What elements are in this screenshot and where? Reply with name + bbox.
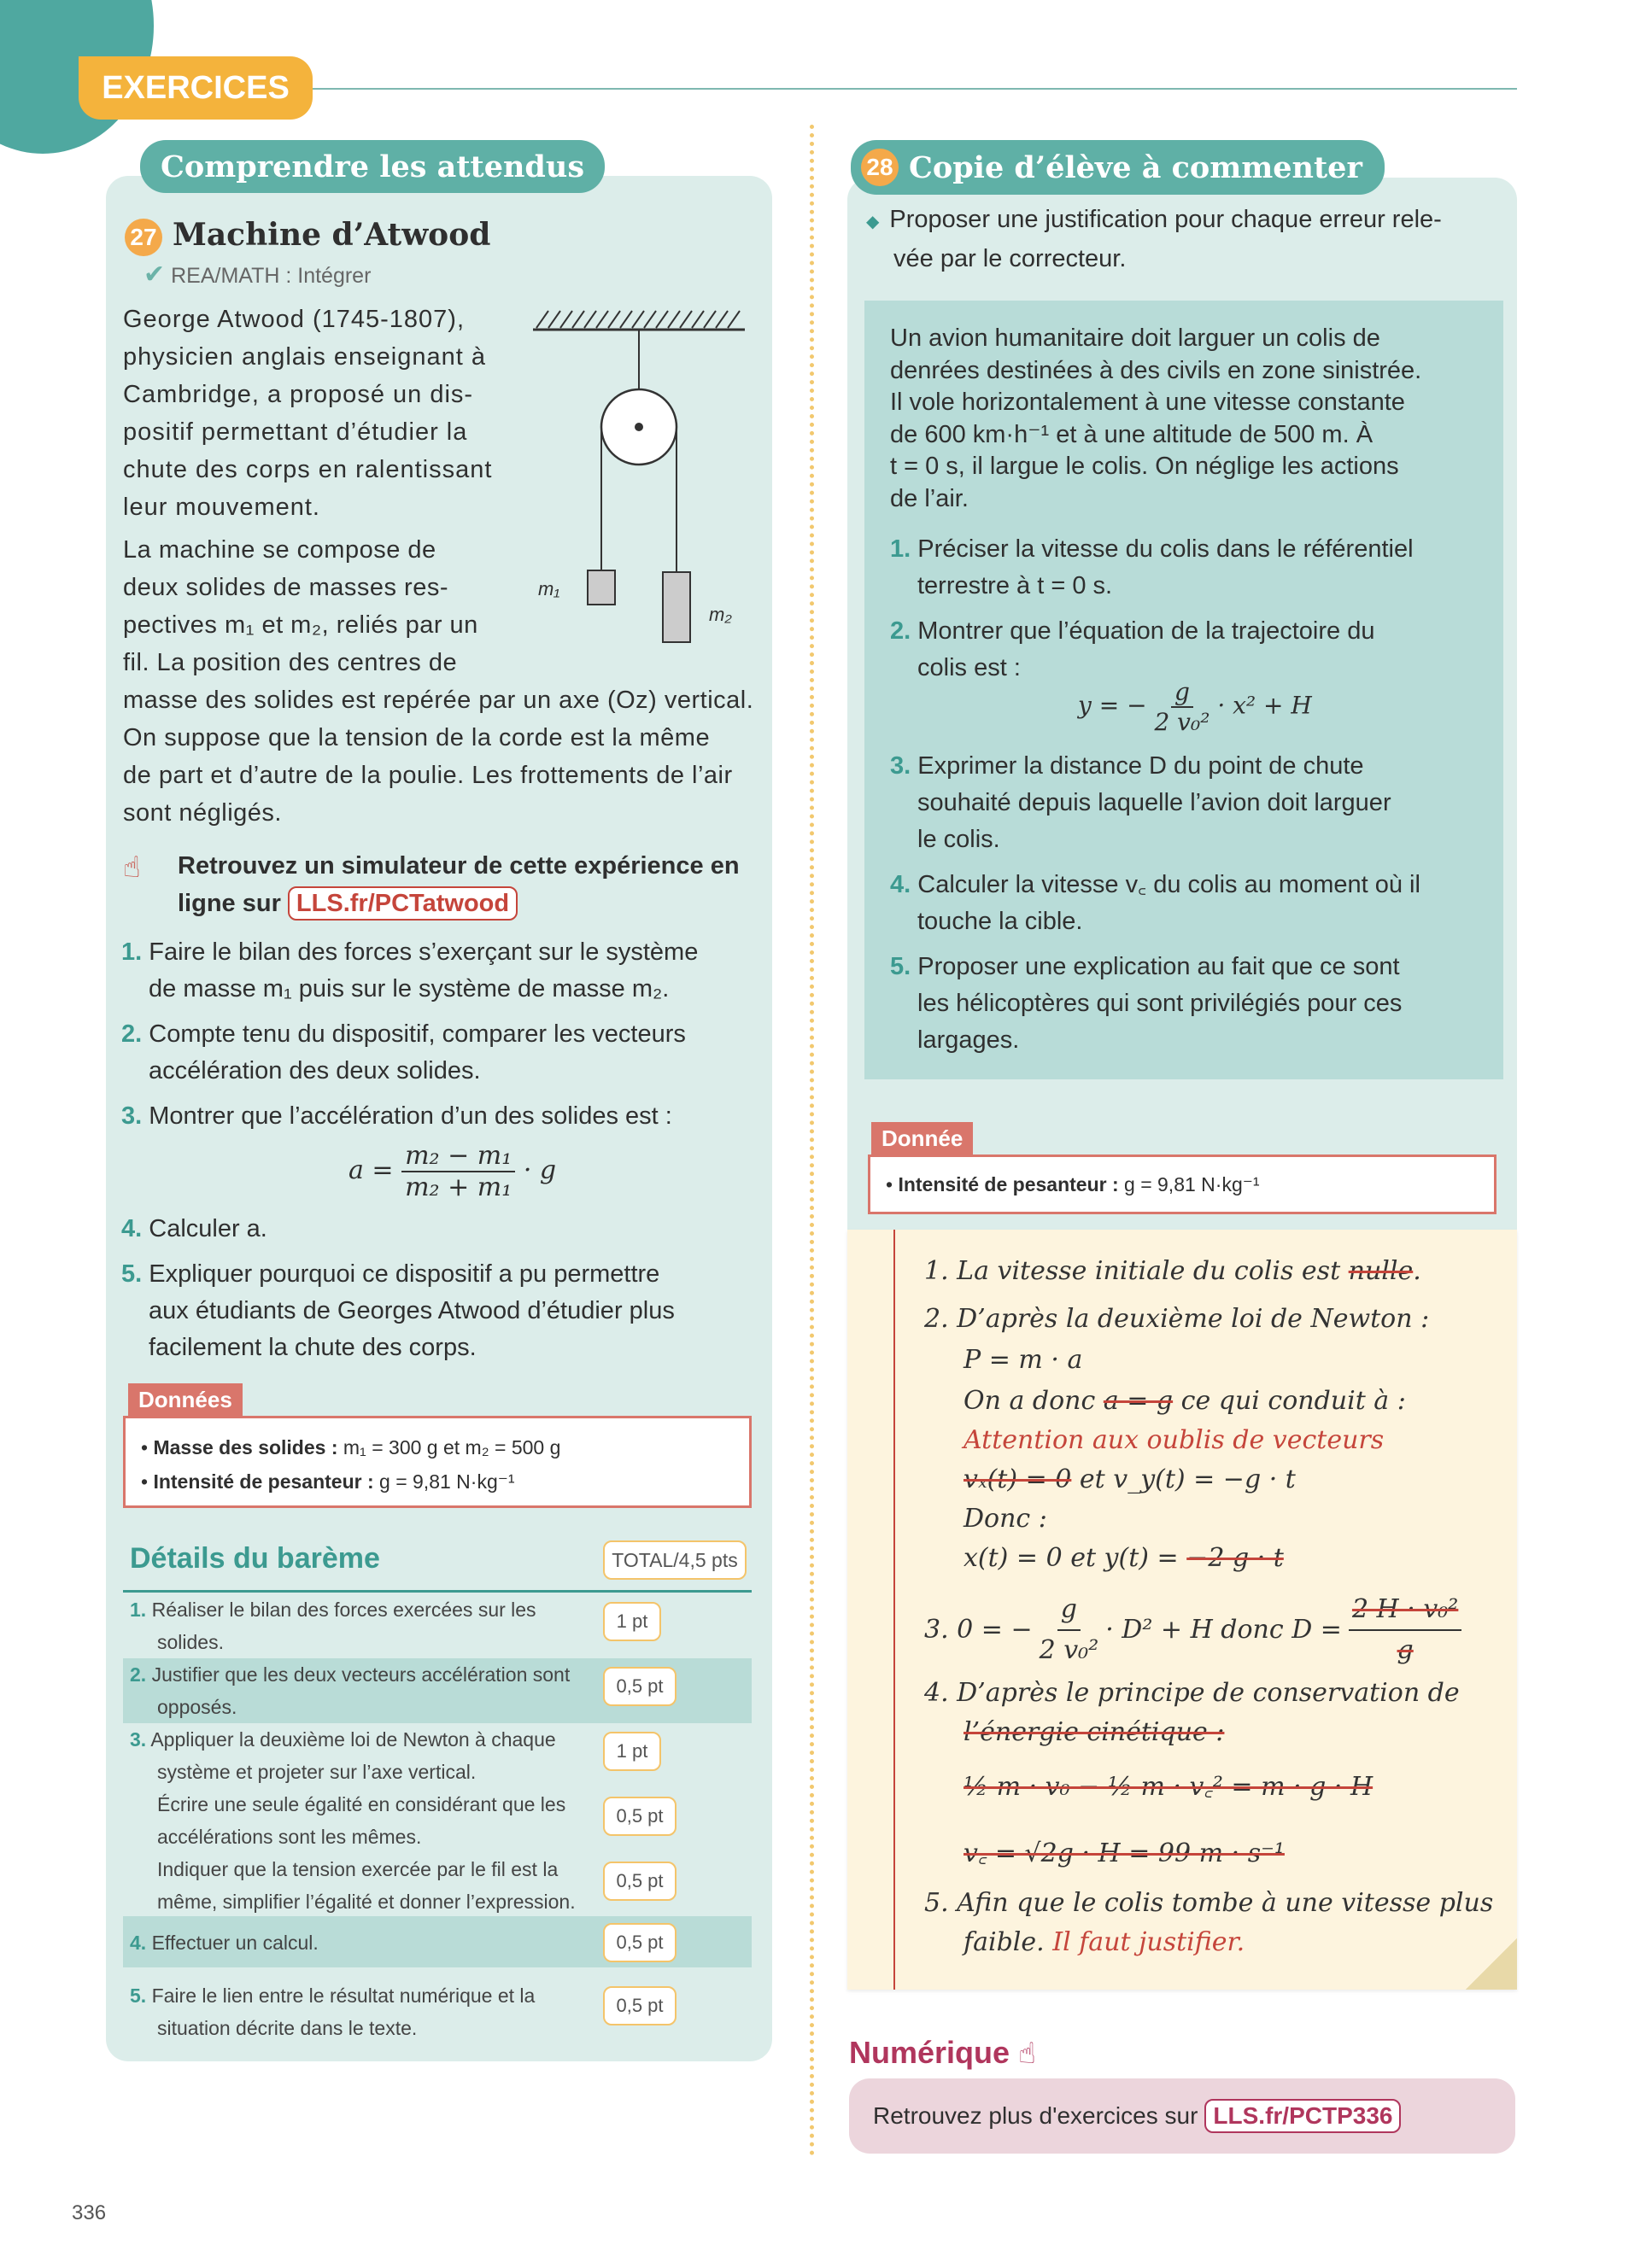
bareme-text: Justifier que les deux vecteurs accélération sont xyxy=(151,1663,571,1686)
bareme-row xyxy=(130,1593,608,1658)
simulator-callout xyxy=(123,847,772,922)
bareme-text: Écrire une seule égalité en considérant que les xyxy=(157,1793,566,1815)
case-questions-2 xyxy=(890,748,1488,1059)
bareme-points: 1 pt xyxy=(603,1602,661,1641)
bareme-text: Faire le lien entre le résultat numérique et la xyxy=(151,1984,536,2007)
question-4 xyxy=(121,1211,770,1248)
case-line: t = 0 s, il largue le colis. On néglige les actions xyxy=(890,453,1399,480)
copy-text: On a donc xyxy=(964,1386,1104,1416)
hand-click-icon: ☝ xyxy=(1018,2037,1036,2070)
question-number: 2. xyxy=(121,1020,143,1048)
question-number: 5. xyxy=(121,1260,143,1288)
copy-correction-1: Attention aux oublis de vecteurs xyxy=(964,1425,1385,1455)
exercise-number-badge: 27 xyxy=(125,219,162,256)
question-text: accélération des deux solides. xyxy=(149,1057,481,1084)
case-question-1 xyxy=(890,531,1488,568)
copy-text: faible. xyxy=(964,1927,1053,1957)
data-tag: Données xyxy=(128,1383,243,1417)
intro-line: On suppose que la tension de la corde est la même xyxy=(123,724,711,751)
question-text: Faire le bilan des forces s’exerçant sur le système xyxy=(149,938,699,966)
data-label: Intensité de pesanteur : xyxy=(153,1470,374,1493)
question-text: Expliquer pourquoi ce dispositif a pu permettre xyxy=(149,1260,660,1288)
copy-line-14: 5. Afin que le colis tombe à une vitesse plus xyxy=(924,1888,1494,1918)
copy-line-9 xyxy=(924,1590,1461,1670)
numerique-label: Numérique xyxy=(849,2035,1010,2070)
bareme-text: solides. xyxy=(157,1631,224,1653)
intro-line: positif permettant d’étudier la xyxy=(123,418,468,446)
data-box xyxy=(123,1416,752,1508)
simulator-text: ligne sur xyxy=(178,890,281,917)
data-value: g = 9,81 N·kg⁻¹ xyxy=(1118,1173,1260,1195)
copy-struck-text: vₓ(t) = 0 xyxy=(964,1464,1072,1494)
instruction-line xyxy=(866,202,1515,241)
case-line: de l’air. xyxy=(890,484,969,512)
case-question-5 xyxy=(890,949,1488,985)
copy-line-12: ½ m · v₀ − ½ m · v꜀² = m · g · H xyxy=(964,1772,1374,1802)
copy-numerator: 2 H · v₀² xyxy=(1349,1590,1461,1631)
intro-line: pectives m₁ et m₂, reliés par un xyxy=(123,611,478,639)
bareme-text: Indiquer que la tension exercée par le fil est la xyxy=(157,1858,559,1880)
case-line: Un avion humanitaire doit larguer un colis de xyxy=(890,324,1380,352)
formula-numerator: m₂ − m₁ xyxy=(401,1141,515,1172)
copy-fraction-struck xyxy=(1349,1590,1461,1670)
intro-line: La machine se compose de xyxy=(123,536,436,564)
bareme-points: 0,5 pt xyxy=(603,1797,676,1836)
intro-line: sont négligés. xyxy=(123,799,282,827)
hand-click-icon: ☝ xyxy=(123,851,141,884)
left-header-label: Comprendre les attendus xyxy=(161,149,585,184)
question-number: 1. xyxy=(121,938,143,966)
formula-numerator: g xyxy=(1171,678,1193,708)
bareme-num: 5. xyxy=(130,1984,147,2007)
question-text: Montrer que l’accélération d’un des solides est : xyxy=(149,1102,672,1130)
question-text: Compte tenu du dispositif, comparer les vecteurs xyxy=(149,1020,686,1048)
bareme-num: 1. xyxy=(130,1599,147,1621)
copy-text: · D² + H donc D = xyxy=(1105,1615,1342,1645)
bareme-points: 0,5 pt xyxy=(603,1862,676,1901)
left-header xyxy=(140,140,605,193)
question-text: facilement la chute des corps. xyxy=(149,1334,477,1361)
copy-line-3: P = m · a xyxy=(964,1345,1083,1375)
question-number: 4. xyxy=(121,1215,143,1242)
data-value: g = 9,81 N·kg⁻¹ xyxy=(373,1470,515,1493)
section-label: EXERCICES xyxy=(79,56,313,120)
intro-line: deux solides de masses res- xyxy=(123,574,448,601)
numerique-link[interactable]: LLS.fr/PCTP336 xyxy=(1204,2099,1401,2133)
question-text: aux étudiants de Georges Atwood d’étudier plus xyxy=(149,1297,675,1324)
question-number: 1. xyxy=(890,535,911,563)
question-text: Calculer la vitesse v꜀ du colis au moment où il xyxy=(917,871,1420,898)
case-text xyxy=(890,323,1488,515)
intro-line: chute des corps en ralentissant xyxy=(123,456,493,483)
intro-line: masse des solides est repérée par un axe (Oz) vertical. xyxy=(123,687,754,714)
copy-line-1: 1. La vitesse initiale du colis est nulle. xyxy=(924,1256,1421,1286)
case-line: de 600 km·h⁻¹ et à une altitude de 500 m. À xyxy=(890,420,1374,448)
header-rule xyxy=(313,88,1517,90)
bareme-num: 2. xyxy=(130,1663,147,1686)
numerique-box xyxy=(849,2078,1515,2154)
numerique-text: Retrouvez plus d'exercices sur xyxy=(873,2102,1198,2129)
bareme-text: même, simplifier l’égalité et donner l’expression. xyxy=(157,1891,576,1913)
copy-line-7: Donc : xyxy=(964,1504,1047,1534)
skill-text: REA/MATH : Intégrer xyxy=(171,264,372,288)
check-icon: ✔ xyxy=(144,260,166,289)
formula-rhs: · g xyxy=(523,1155,557,1185)
copy-text: ce qui conduit à : xyxy=(1173,1386,1406,1416)
formula-rhs: · x² + H xyxy=(1217,691,1312,720)
case-questions xyxy=(890,531,1488,687)
formula-denominator: 2 v₀² xyxy=(1154,708,1210,736)
question-text: colis est : xyxy=(917,654,1021,681)
copy-text: 1. La vitesse initiale du colis est xyxy=(924,1256,1349,1286)
question-number: 4. xyxy=(890,871,911,898)
bareme-row xyxy=(130,1853,608,1918)
question-number: 5. xyxy=(890,953,911,980)
bareme-title: Détails du barème xyxy=(130,1542,380,1575)
copy-fraction xyxy=(1040,1590,1099,1670)
bareme-row xyxy=(130,1658,608,1723)
question-text: terrestre à t = 0 s. xyxy=(917,572,1113,599)
question-number: 3. xyxy=(890,752,911,780)
question-1 xyxy=(121,934,770,971)
copy-struck-text: a = g xyxy=(1103,1386,1174,1416)
formula-fraction xyxy=(1154,678,1210,736)
question-text: les hélicoptères qui sont privilégiés pour ces xyxy=(917,990,1403,1017)
formula-fraction xyxy=(401,1141,515,1202)
acceleration-formula xyxy=(348,1141,556,1202)
question-number: 3. xyxy=(121,1102,143,1130)
data-item-masses: • Masse des solides : m₁ = 300 g et m₂ = 500 g xyxy=(141,1436,561,1458)
copy-denominator: g xyxy=(1397,1635,1414,1665)
bareme-points: 1 pt xyxy=(603,1732,661,1771)
bareme-row xyxy=(130,1723,608,1788)
question-text: Exprimer la distance D du point de chute xyxy=(917,752,1364,780)
bareme-rule xyxy=(123,1590,752,1593)
copy-margin-line xyxy=(893,1230,895,1990)
bareme-text: opposés. xyxy=(157,1696,237,1718)
bareme-row xyxy=(130,1979,608,2044)
column-separator xyxy=(810,125,814,2157)
question-5 xyxy=(121,1256,770,1293)
bareme-total: TOTAL/4,5 pts xyxy=(603,1540,747,1580)
formula-denominator: m₂ + m₁ xyxy=(405,1172,512,1202)
copy-text: et v_y(t) = −g · t xyxy=(1071,1464,1296,1494)
donnee-box: • Intensité de pesanteur : g = 9,81 N·kg⁻¹ xyxy=(868,1154,1496,1214)
copy-line-2: 2. D’après la deuxième loi de Newton : xyxy=(924,1304,1430,1334)
instruction xyxy=(866,202,1515,278)
copy-line-8 xyxy=(964,1539,1284,1578)
bareme-num: 3. xyxy=(130,1728,147,1751)
simulator-text-line2 xyxy=(123,885,772,922)
copy-struck-text: nulle xyxy=(1348,1256,1414,1286)
bareme-text: Effectuer un calcul. xyxy=(151,1932,319,1954)
copy-denominator: 2 v₀² xyxy=(1039,1635,1099,1665)
skill-line xyxy=(144,256,371,295)
bareme-num: 4. xyxy=(130,1932,147,1954)
intro-line: leur mouvement. xyxy=(123,494,320,521)
formula-lhs: a = xyxy=(348,1155,394,1185)
question-3 xyxy=(121,1098,770,1135)
bareme-text: système et projeter sur l’axe vertical. xyxy=(157,1761,477,1783)
question-text: largages. xyxy=(917,1026,1020,1054)
data-item-gravity: • Intensité de pesanteur : g = 9,81 N·kg⁻¹ xyxy=(141,1470,515,1493)
formula-lhs: y = − xyxy=(1078,691,1147,720)
copy-text: 3. 0 = − xyxy=(924,1615,1033,1645)
copy-numerator: g xyxy=(1057,1590,1081,1631)
right-header xyxy=(851,140,1385,195)
question-text: Proposer une explication au fait que ce sont xyxy=(917,953,1400,980)
bareme-points: 0,5 pt xyxy=(603,1667,676,1706)
question-text: le colis. xyxy=(917,826,1000,853)
intro-line: fil. La position des centres de xyxy=(123,649,458,676)
copy-line-15 xyxy=(964,1923,1245,1962)
page-number: 336 xyxy=(72,2201,107,2224)
copy-line-6 xyxy=(964,1460,1296,1499)
question-text: souhaité depuis laquelle l’avion doit larguer xyxy=(917,789,1391,816)
exercise-title-text: Machine d’Atwood xyxy=(173,217,491,253)
case-question-4 xyxy=(890,867,1488,903)
numerique-title xyxy=(849,2034,1036,2072)
instruction-text: Proposer une justification pour chaque erreur rele- xyxy=(889,206,1442,233)
copy-struck-text: −2 g · t xyxy=(1186,1543,1284,1573)
diamond-bullet-icon: ◆ xyxy=(866,213,880,231)
question-list-2 xyxy=(121,1211,770,1366)
case-line: Il vole horizontalement à une vitesse constante xyxy=(890,389,1405,416)
case-question-3 xyxy=(890,748,1488,785)
copy-correction: Il faut justifier. xyxy=(1052,1927,1245,1957)
copy-line-13: v꜀ = √2g · H = 99 m · s⁻¹ xyxy=(964,1838,1285,1868)
copy-line-4 xyxy=(964,1382,1406,1421)
question-number: 2. xyxy=(890,617,911,645)
simulator-text-line1: Retrouvez un simulateur de cette expérience en xyxy=(178,852,740,880)
label-m2: m₂ xyxy=(709,604,732,625)
question-text: de masse m₁ puis sur le système de masse m₂. xyxy=(149,975,670,1002)
copy-text: x(t) = 0 et y(t) = xyxy=(964,1543,1187,1573)
data-label: Intensité de pesanteur : xyxy=(898,1173,1119,1195)
question-text: Montrer que l’équation de la trajectoire du xyxy=(917,617,1375,645)
bareme-points: 0,5 pt xyxy=(603,1923,676,1962)
atwood-simulator-link[interactable]: LLS.fr/PCTatwood xyxy=(288,886,518,921)
intro-line: Cambridge, a proposé un dis- xyxy=(123,381,474,408)
exercise-27-title xyxy=(125,213,490,256)
question-text: touche la cible. xyxy=(917,908,1083,935)
copy-page-curl xyxy=(1466,1938,1517,1990)
bareme-text: situation décrite dans le texte. xyxy=(157,2017,418,2039)
data-value: m₁ = 300 g et m₂ = 500 g xyxy=(337,1436,561,1458)
bareme-row xyxy=(130,1788,608,1853)
label-m1: m₁ xyxy=(538,578,560,599)
question-text: Préciser la vitesse du colis dans le référentiel xyxy=(917,535,1414,563)
donnee-tag: Donnée xyxy=(871,1122,973,1155)
bareme-points: 0,5 pt xyxy=(603,1986,676,2025)
instruction-text: vée par le correcteur. xyxy=(893,245,1127,272)
question-2 xyxy=(121,1016,770,1053)
exercise-number-badge: 28 xyxy=(861,149,899,186)
question-list xyxy=(121,934,770,1135)
copy-line-11: l’énergie cinétique : xyxy=(964,1717,1225,1747)
copy-line-10: 4. D’après le principe de conservation de xyxy=(924,1678,1460,1708)
bareme-text: Réaliser le bilan des forces exercées sur les xyxy=(151,1599,536,1621)
question-text: Calculer a. xyxy=(149,1215,267,1242)
bareme-row xyxy=(130,1926,608,1959)
intro-paragraph-1 xyxy=(123,301,499,526)
bareme-text: accélérations sont les mêmes. xyxy=(157,1826,422,1848)
bareme-text: Appliquer la deuxième loi de Newton à chaque xyxy=(150,1728,556,1751)
right-header-label: Copie d’élève à commenter xyxy=(909,149,1362,185)
intro-line: de part et d’autre de la poulie. Les frottements de l’air xyxy=(123,762,733,789)
case-question-2 xyxy=(890,613,1488,650)
case-line: denrées destinées à des civils en zone sinistrée. xyxy=(890,356,1422,384)
data-label: Masse des solides : xyxy=(153,1436,338,1458)
intro-line: physicien anglais enseignant à xyxy=(123,343,486,371)
trajectory-formula xyxy=(1078,678,1312,736)
intro-line: George Atwood (1745-1807), xyxy=(123,306,466,333)
